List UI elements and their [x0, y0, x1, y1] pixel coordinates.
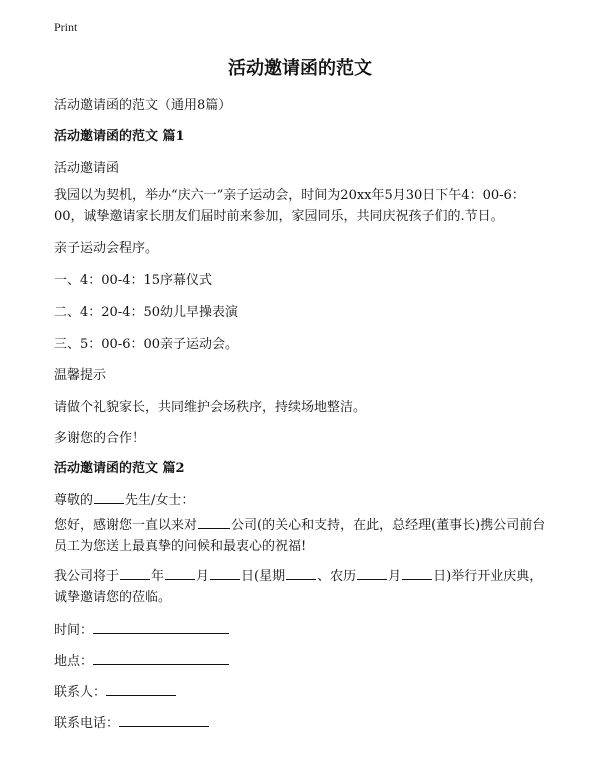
- field-phone-label: 联系电话：: [54, 716, 120, 731]
- field-time: [54, 619, 229, 638]
- page-title: 活动邀请函的范文: [228, 58, 372, 79]
- tip-title: 温馨提示: [54, 368, 107, 383]
- field-contact: [54, 681, 176, 700]
- program-item-2: 二、4：20-4：50幼儿早操表演: [54, 305, 239, 320]
- blank-lunar-month: [357, 566, 387, 580]
- field-place: [54, 650, 229, 669]
- blank-year: [120, 566, 150, 580]
- section1-greeting: 活动邀请函: [54, 161, 120, 176]
- tip-text: 请做个礼貌家长，共同维护会场秩序，持续场地整洁。: [54, 400, 367, 415]
- para2-day: 日(星期: [241, 569, 286, 584]
- salutation-suffix: 先生/女士：: [125, 493, 195, 508]
- para2-lunar-month: 月: [388, 569, 402, 584]
- program-item-3: 三、5：00-6：00亲子运动会。: [54, 337, 239, 352]
- section2-para2: [54, 566, 548, 608]
- blank-name: [94, 490, 124, 504]
- field-phone-blank: [119, 712, 209, 727]
- blank-day: [210, 566, 240, 580]
- blank-lunar-day: [402, 566, 432, 580]
- para2-end: 日)举行开业庆典，诚挚邀请您的莅临。: [54, 569, 543, 605]
- section1-body: 我园以为契机，举办“庆六一”亲子运动会，时间为20xx年5月30日下午4：00-6：00，诚挚邀请家长朋友们届时前来参加，家园同乐，共同庆祝孩子们的.节日。: [54, 188, 525, 224]
- para2-part1: 我公司将于: [54, 569, 120, 584]
- section2-heading: 活动邀请函的范文 篇2: [54, 461, 185, 476]
- para1-part2: 公司(的关心和支持，在此，总经理(董事长)携公司前台员工为您送上最真挚的问候和最衷心的祝福!: [54, 518, 546, 554]
- program-item-1: 一、4：00-4：15序幕仪式: [54, 273, 213, 288]
- field-contact-label: 联系人：: [54, 685, 107, 700]
- section2-para1: [54, 515, 548, 557]
- program-title: 亲子运动会程序。: [54, 241, 159, 256]
- salutation: [54, 489, 194, 508]
- print-link[interactable]: Print: [54, 20, 78, 34]
- section1-heading: 活动邀请函的范文 篇1: [54, 129, 185, 144]
- para2-year: 年: [151, 569, 165, 584]
- blank-company: [198, 515, 230, 529]
- field-time-label: 时间：: [54, 623, 94, 638]
- para1-part1: 您好，感谢您一直以来对: [54, 518, 198, 533]
- salutation-prefix: 尊敬的: [54, 493, 94, 508]
- blank-month: [165, 566, 195, 580]
- field-contact-blank: [106, 681, 176, 696]
- subtitle: 活动邀请函的范文（通用8篇）: [54, 98, 232, 113]
- field-phone: [54, 712, 209, 731]
- thanks-text: 多谢您的合作！: [54, 431, 146, 446]
- para2-month: 月: [196, 569, 210, 584]
- blank-weekday: [286, 566, 316, 580]
- para2-lunar: 、农历: [317, 569, 357, 584]
- field-place-label: 地点：: [54, 654, 94, 669]
- field-place-blank: [93, 650, 229, 665]
- field-time-blank: [93, 619, 229, 634]
